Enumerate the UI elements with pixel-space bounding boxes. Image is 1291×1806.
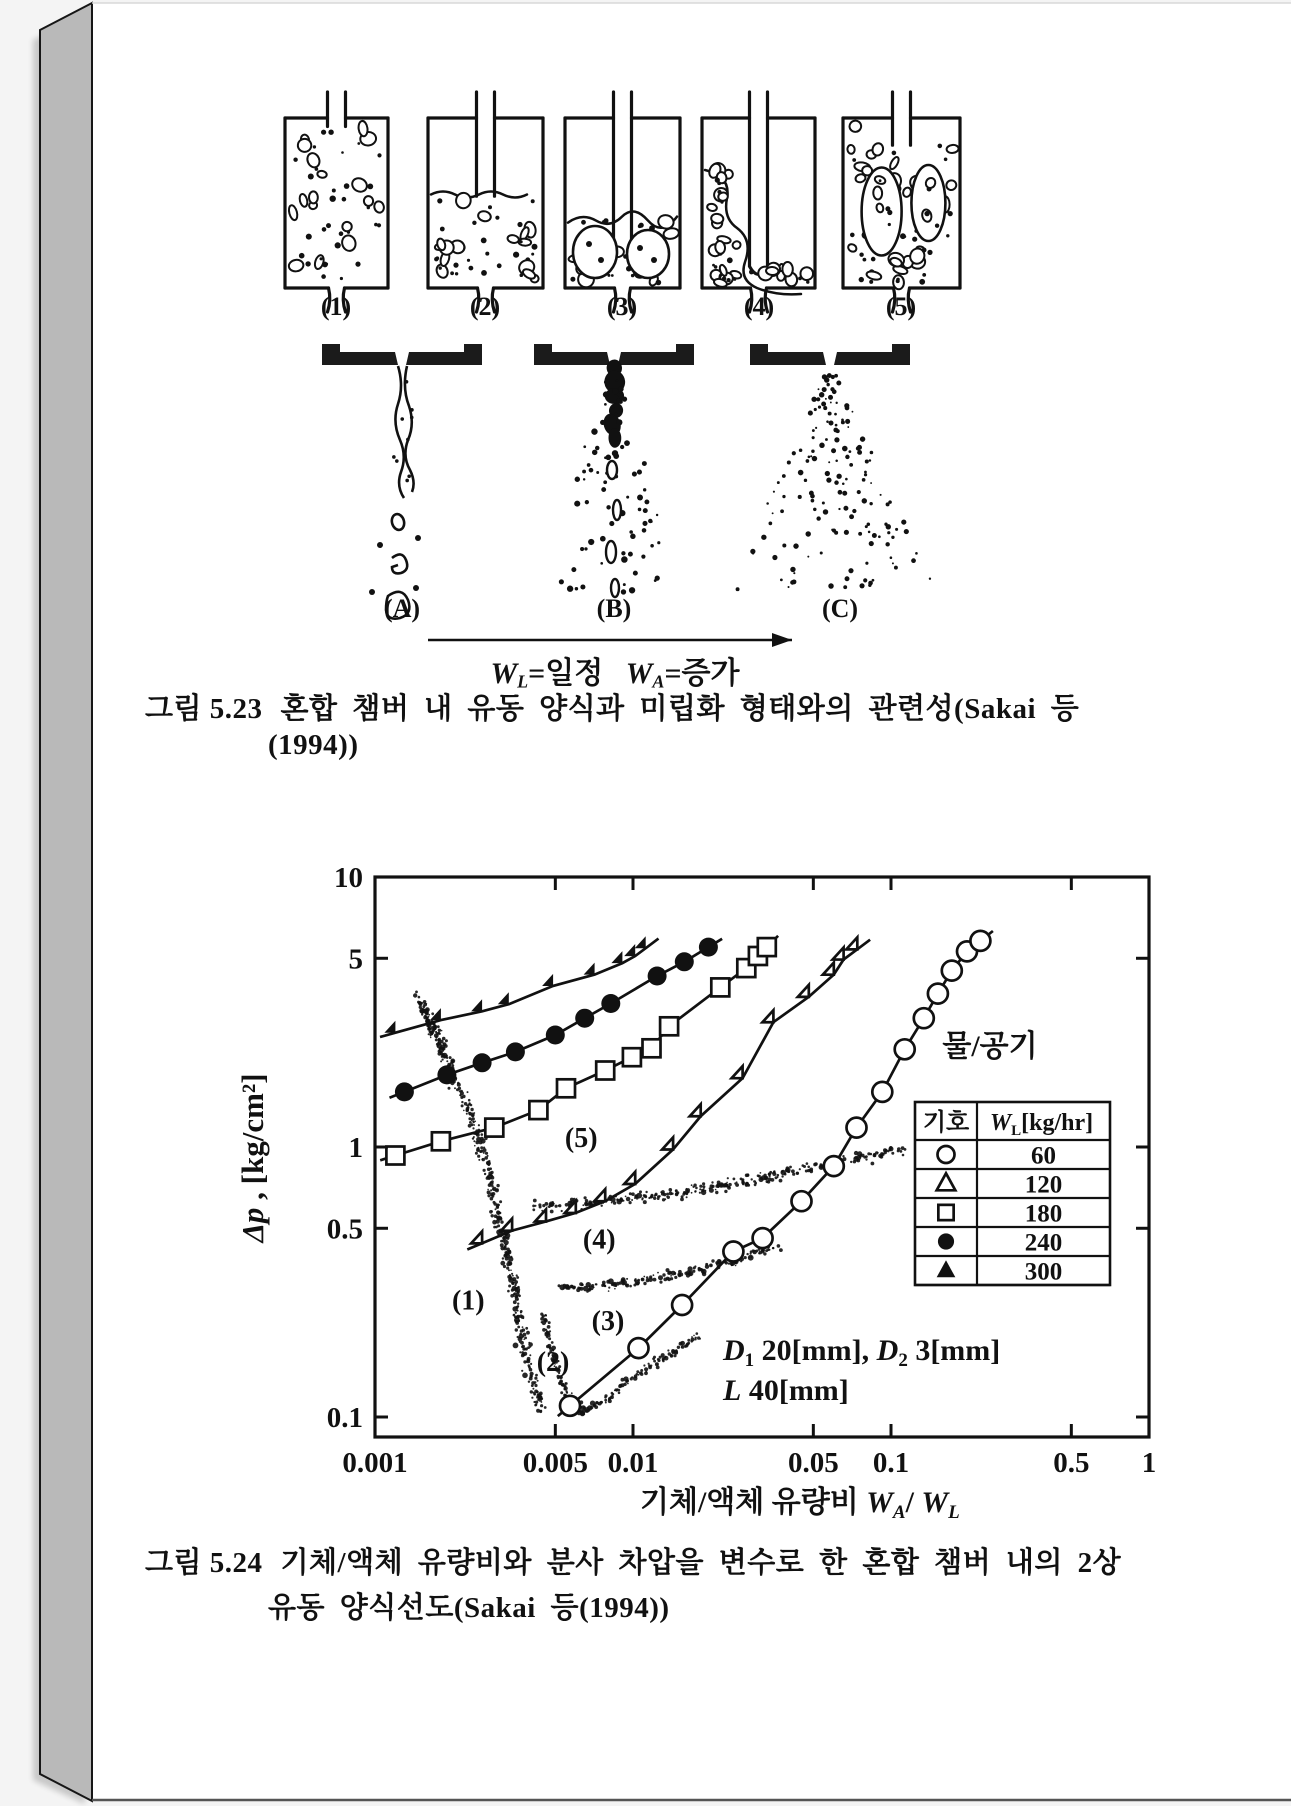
x-tick-0.005: 0.005 <box>522 1447 588 1479</box>
legend-value-60: 60 <box>1031 1142 1056 1170</box>
legend-value-180: 180 <box>1024 1200 1063 1228</box>
legend-value-300: 300 <box>1024 1258 1063 1286</box>
region-label-2: (2) <box>536 1347 570 1379</box>
x-tick-0.001: 0.001 <box>342 1447 408 1479</box>
figure-5-23-caption-line2 <box>268 729 358 762</box>
legend-header-symbol: 기호 <box>922 1110 970 1136</box>
y-tick-1: 1 <box>348 1132 363 1164</box>
figure-5-23-caption-year: (1994)) <box>268 729 359 761</box>
legend-header-flowrate: $W_L[kg/hr]$ <box>989 1110 1094 1139</box>
wa-subscript: A <box>652 671 665 692</box>
x-axis-title: 기체/액체 유량비 $W_A/$ $W_L$ <box>640 1486 960 1523</box>
chart-legend <box>915 1102 1110 1286</box>
spray-label-a: (A) <box>383 594 421 623</box>
figure-5-24-caption-text: 기체/액체 유량비와 분사 차압을 변수로 한 혼합 챔버 내의 2상 <box>280 1547 1122 1579</box>
figure-5-23-caption-line1 <box>145 686 1079 727</box>
region-label-3: (3) <box>591 1306 625 1338</box>
figure-5-24-number: 그림 5.24 <box>145 1547 263 1579</box>
y-tick-10: 10 <box>334 862 363 894</box>
x-tick-0.1: 0.1 <box>872 1447 910 1479</box>
wl-subscript: L <box>517 671 529 692</box>
x-tick-0.01: 0.01 <box>607 1447 659 1479</box>
legend-value-240: 240 <box>1024 1229 1063 1257</box>
wa-condition: =증가 <box>664 657 740 690</box>
chamber-label-3: (3) <box>606 292 638 321</box>
chamber-label-5: (5) <box>885 292 917 321</box>
region-label-1: (1) <box>451 1285 485 1317</box>
wa-symbol: W <box>625 657 653 690</box>
region-label-4: (4) <box>582 1224 616 1256</box>
figure-5-23-number: 그림 5.23 <box>145 693 263 725</box>
region-label-5: (5) <box>564 1123 598 1154</box>
book-left-edge <box>40 3 92 1801</box>
nozzle-dimensions-note: $D_1$ 20[mm], $D_2$ 3[mm] <box>723 1334 1001 1371</box>
wl-condition: =일정 <box>528 657 604 690</box>
x-tick-1: 1 <box>1141 1447 1157 1479</box>
wl-symbol: W <box>490 657 518 690</box>
fluid-pair-label: 물/공기 <box>942 1030 1038 1063</box>
figure-5-23-caption-text: 혼합 챔버 내 유동 양식과 미립화 형태와의 관련성(Sakai 등 <box>280 693 1080 725</box>
y-tick-0.1: 0.1 <box>326 1402 363 1434</box>
y-axis-title: Δp , [kg/cm²] <box>235 1073 270 1243</box>
figure-5-24-caption-source: 유동 양식선도(Sakai 등(1994)) <box>268 1592 670 1624</box>
y-tick-5: 5 <box>348 943 363 976</box>
figure-5-24-caption-line1 <box>145 1540 1121 1581</box>
legend-value-120: 120 <box>1024 1171 1063 1199</box>
chamber-label-2: (2) <box>469 292 501 321</box>
figure-5-24-caption-line2 <box>268 1585 670 1626</box>
nozzle-length-note: L 40[mm] <box>723 1374 849 1407</box>
spray-label-c: (C) <box>821 594 859 623</box>
x-tick-0.05: 0.05 <box>787 1447 839 1479</box>
spray-label-b: (B) <box>596 594 632 623</box>
chamber-label-4: (4) <box>743 292 775 321</box>
page-surface <box>92 3 1291 1800</box>
chamber-label-1: (1) <box>320 292 352 321</box>
x-tick-0.5: 0.5 <box>1053 1447 1090 1479</box>
y-tick-0.5: 0.5 <box>326 1213 363 1246</box>
